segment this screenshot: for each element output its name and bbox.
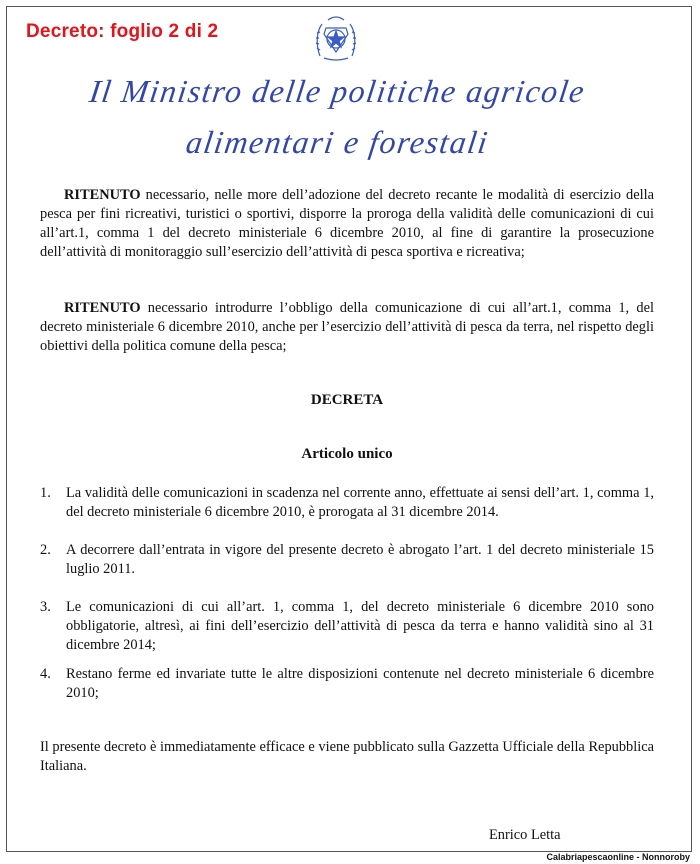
item-number: 2.: [40, 542, 51, 558]
item-number: 3.: [40, 599, 51, 615]
closing-paragraph: Il presente decreto è immediatamente efficace e viene pubblicato sulla Gazzetta Ufficiale della Repubblica Italiana.: [40, 739, 654, 774]
article-heading: Articolo unico: [301, 446, 393, 462]
paragraph-ritenuto-1: [40, 186, 654, 262]
document-sheet-label: Decreto: foglio 2 di 2: [26, 21, 219, 42]
decreta-heading: DECRETA: [310, 392, 384, 408]
item-text: A decorrere dall’entrata in vigore del presente decreto è abrogato l’art. 1 del decreto ministeriale 15 luglio 2011.: [66, 542, 654, 577]
ministry-title-line2: alimentari e forestali: [183, 124, 491, 160]
item-number: 4.: [40, 666, 51, 682]
item-number: 1.: [40, 485, 51, 501]
signature-name: Enrico Letta: [489, 827, 561, 843]
source-credit: Calabriapescaonline - Nonnoroby: [546, 852, 690, 862]
italian-emblem-icon: [314, 12, 358, 64]
paragraph-text: necessario introdurre l’obbligo della comunicazione di cui all’art.1, comma 1, del decreto ministeriale 6 dicembre 2010, anche per l’esercizio dell’attività di pesca da terra, nel rispetto degli obiettivi della politica comune della pesca;: [40, 300, 654, 354]
paragraph-text: necessario, nelle more dell’adozione del decreto recante le modalità di esercizio della pesca per fini ricreativi, turistici o sportivi, disporre la proroga della validità delle comunicazioni di cui all’art.1, comma 1 del decreto ministeriale 6 dicembre 2010, al fine di garantire la prosecuzione dell’attività di monitoraggio sull’esercizio dell’attività di pesca sportiva e ricreativa;: [40, 187, 654, 260]
paragraph-ritenuto-2: [40, 299, 654, 356]
ministry-title-line1: Il Ministro delle politiche agricole: [87, 73, 588, 109]
paragraph-lead: RITENUTO: [64, 300, 141, 316]
item-text: Le comunicazioni di cui all’art. 1, comma 1, del decreto ministeriale 6 dicembre 2010 sono obbligatorie, altresì, ai fini dell’esercizio dell’attività di pesca da terra e hanno validità sino al 31 dicembre 2014;: [66, 599, 654, 653]
paragraph-lead: RITENUTO: [64, 187, 141, 203]
item-text: La validità delle comunicazioni in scadenza nel corrente anno, effettuate ai sensi dell’art. 1, comma 1, del decreto ministeriale 6 dicembre 2010, è prorogata al 31 dicembre 2014.: [66, 485, 654, 520]
item-text: Restano ferme ed invariate tutte le altre disposizioni contenute nel decreto ministeriale 6 dicembre 2010;: [66, 666, 654, 701]
